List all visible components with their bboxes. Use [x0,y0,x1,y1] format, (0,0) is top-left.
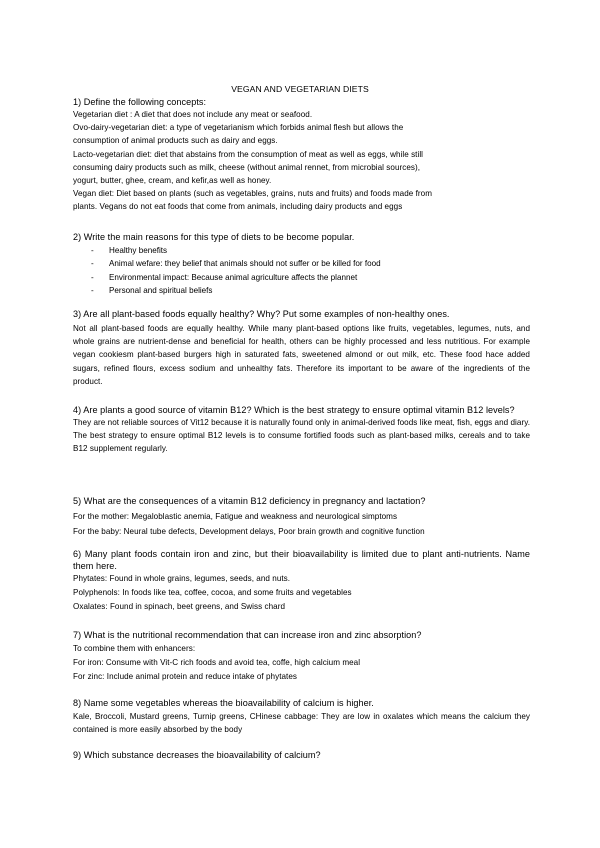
answer-line: consuming dairy products such as milk, cheese (without animal rennet, from microbial sources), [73,162,421,172]
answer-paragraph: Kale, Broccoli, Mustard greens, Turnip greens, CHinese cabbage: They are low in oxalates which means the calcium they contained is more easily absorbed by the body [73,712,530,735]
answer-line: plants. Vegans do not eat foods that come from animals, including dairy products and eggs [73,202,403,212]
section-q3 [73,308,530,388]
section-q8 [73,697,530,736]
answer-line: For the baby: Neural tube defects, Development delays, Poor brain growth and cognitive function [73,527,425,536]
answer-line: consumption of animal products such as dairy and eggs. [73,136,278,146]
question-4: 4) Are plants a good source of vitamin B12? Which is the best strategy to ensure optimal vitamin B12 levels? [73,405,515,415]
question-6: 6) Many plant foods contain iron and zinc, but their bioavailability is limited due to plant anti-nutrients. Name them here. [73,549,530,571]
answer-line: Vegan diet: Diet based on plants (such as vegetables, grains, nuts and fruits) and foods made from [73,189,432,199]
answer-line: Lacto-vegetarian diet: diet that abstains from the consumption of meat as well as eggs, while still [73,149,424,159]
list-item: - Environmental impact: Because animal agriculture affects the plannet [91,272,358,282]
answer-paragraph: They are not reliable sources of Vit12 because it is naturally found only in animal-derived foods like meat, fish, eggs and diary. [73,418,530,427]
answer-line: yogurt, butter, ghee, cream, and kefir,as well as honey. [73,176,272,186]
answer-line: To combine them with enhancers: [73,644,196,653]
document-title: VEGAN AND VEGETARIAN DIETS [231,84,369,94]
answer-line: For zinc: Include animal protein and reduce intake of phytates [73,672,298,681]
section-q9 [73,749,530,761]
answer-paragraph: The best strategy to ensure optimal B12 levels is to consume fortified foods such as plant-based milks, cereals and to take B12 supplement regularly. [73,431,530,454]
section-q7 [73,629,530,684]
question-7: 7) What is the nutritional recommendation that can increase iron and zinc absorption? [73,630,422,640]
list-item: - Animal wefare: they belief that animals should not suffer or be killed for food [91,259,381,269]
section-q6 [73,548,530,614]
answer-line: Polyphenols: In foods like tea, coffee, cocoa, and some fruits and vegetables [73,588,352,597]
question-5: 5) What are the consequences of a vitamin B12 deficiency in pregnancy and lactation? [73,496,426,506]
list-item: - Personal and spiritual beliefs [91,286,213,296]
section-q5 [73,495,530,539]
list-item: - Healthy benefits [91,246,168,255]
section-q2 [73,231,530,298]
question-8: 8) Name some vegetables whereas the bioavailability of calcium is higher. [73,698,374,708]
answer-line: For iron: Consume with Vit-C rich foods and avoid tea, coffe, high calcium meal [73,658,361,667]
section-q4 [73,404,530,456]
question-1: 1) Define the following concepts: [73,97,207,107]
answer-line: Phytates: Found in whole grains, legumes, seeds, and nuts. [73,574,291,583]
question-9: 9) Which substance decreases the bioavailability of calcium? [73,750,321,760]
answer-line: Oxalates: Found in spinach, beet greens, and Swiss chard [73,602,286,611]
reasons-list [73,244,530,298]
question-3: 3) Are all plant-based foods equally healthy? Why? Put some examples of non-healthy ones. [73,309,450,319]
question-2: 2) Write the main reasons for this type of diets to be become popular. [73,232,355,242]
section-q1 [73,96,530,214]
answer-line: Ovo-dairy-vegetarian diet: a type of vegetarianism which forbids animal flesh but allows the [73,123,404,133]
answer-line: Vegetarian diet : A diet that does not include any meat or seafood. [73,110,313,119]
answer-line: For the mother: Megaloblastic anemia, Fatigue and weakness and neurological simptoms [73,512,398,521]
answer-paragraph: Not all plant-based foods are equally healthy. While many plant-based options like fruits, vegetables, legumes, nuts, and whole grains are nutrient-dense and beneficial for health, others can be highly processed and less nutritious. For example vegan cookiesm plant-based burgers high in saturated fats, sweetened almond or out milk, etc. These food hace added sugars, refined flours, excess sodium and unhealthy fats. Therefore its important to be aware of the ingredients of the product. [73,324,530,386]
